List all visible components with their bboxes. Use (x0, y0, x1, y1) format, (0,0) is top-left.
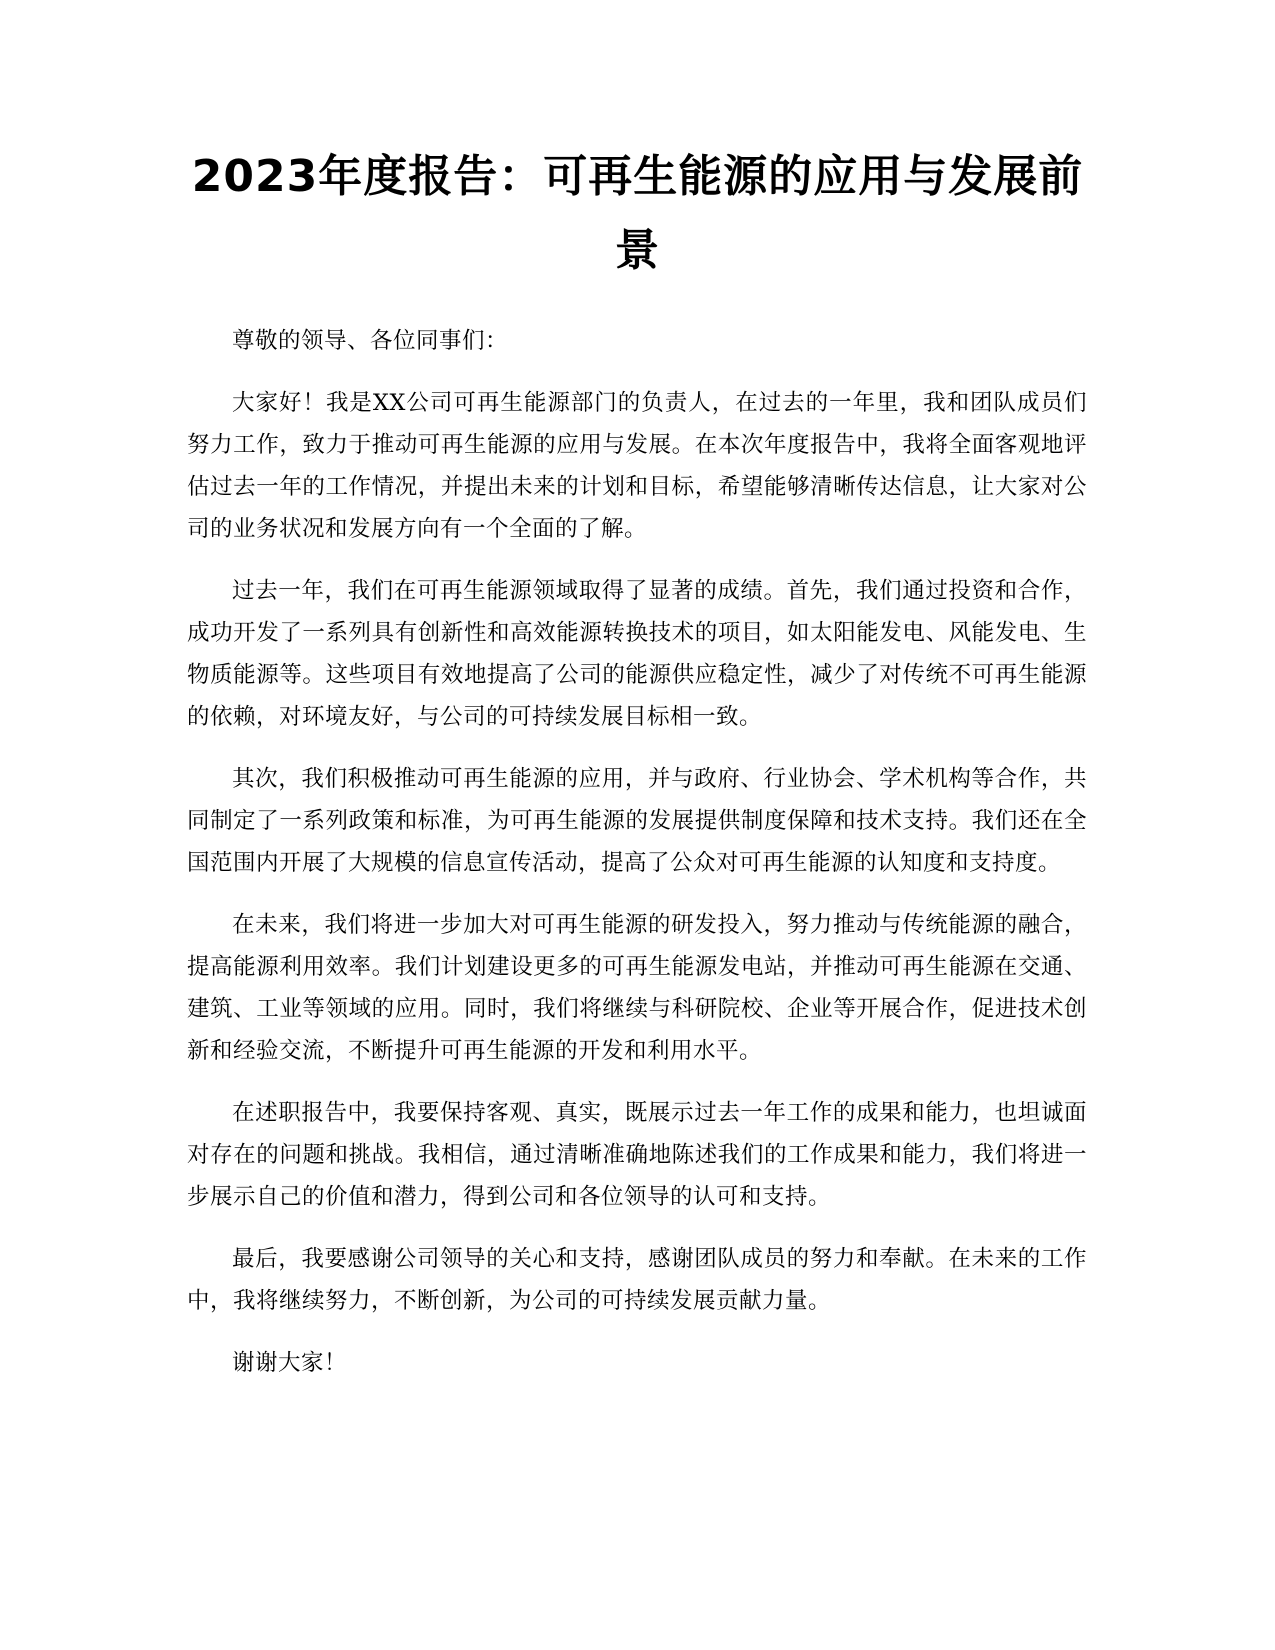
intro-paragraph: 大家好！我是XX公司可再生能源部门的负责人，在过去的一年里，我和团队成员们努力工作，致力于推动可再生能源的应用与发展。在本次年度报告中，我将全面客观地评估过去一年的工作情况，并提出未来的计划和目标，希望能够清晰传达信息，让大家对公司的业务状况和发展方向有一个全面的了解。 (187, 390, 1087, 542)
reflection-paragraph: 在述职报告中，我要保持客观、真实，既展示过去一年工作的成果和能力，也坦诚面对存在的问题和挑战。我相信，通过清晰准确地陈述我们的工作成果和能力，我们将进一步展示自己的价值和潜力，得到公司和各位领导的认可和支持。 (187, 1100, 1087, 1210)
document-body (187, 320, 1087, 1404)
salutation-paragraph: 尊敬的领导、各位同事们： (232, 328, 509, 354)
achievements-paragraph: 过去一年，我们在可再生能源领域取得了显著的成绩。首先，我们通过投资和合作，成功开发了一系列具有创新性和高效能源转换技术的项目，如太阳能发电、风能发电、生物质能源等。这些项目有效地提高了公司的能源供应稳定性，减少了对传统不可再生能源的依赖，对环境友好，与公司的可持续发展目标相一致。 (187, 578, 1087, 730)
promotion-paragraph: 其次，我们积极推动可再生能源的应用，并与政府、行业协会、学术机构等合作，共同制定了一系列政策和标准，为可再生能源的发展提供制度保障和技术支持。我们还在全国范围内开展了大规模的信息宣传活动，提高了公众对可再生能源的认知度和支持度。 (187, 766, 1087, 876)
future-plans-paragraph: 在未来，我们将进一步加大对可再生能源的研发投入，努力推动与传统能源的融合，提高能源利用效率。我们计划建设更多的可再生能源发电站，并推动可再生能源在交通、建筑、工业等领域的应用。同时，我们将继续与科研院校、企业等开展合作，促进技术创新和经验交流，不断提升可再生能源的开发和利用水平。 (187, 912, 1087, 1064)
closing-paragraph: 谢谢大家！ (232, 1350, 348, 1376)
thanks-paragraph: 最后，我要感谢公司领导的关心和支持，感谢团队成员的努力和奉献。在未来的工作中，我将继续努力，不断创新，为公司的可持续发展贡献力量。 (187, 1246, 1087, 1314)
document-title: 2023年度报告：可再生能源的应用与发展前景 (191, 151, 1084, 276)
